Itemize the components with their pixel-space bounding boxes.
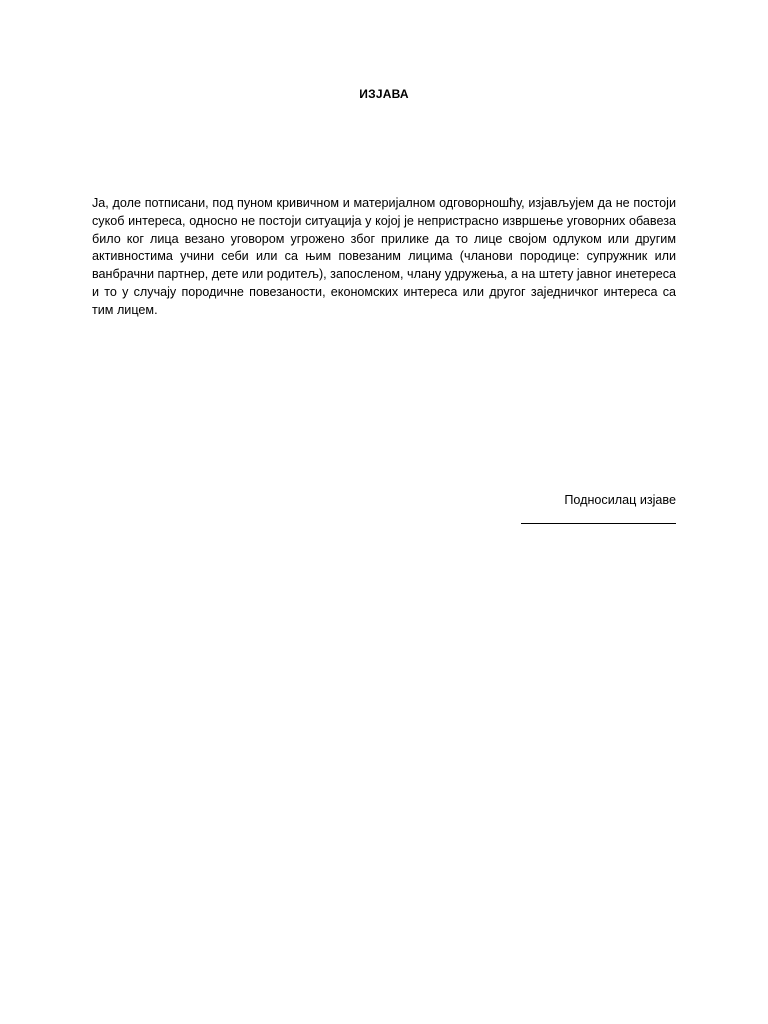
- signature-label: Подносилац изјаве: [564, 493, 676, 507]
- signature-line: [521, 523, 676, 524]
- document-title: ИЗЈАВА: [359, 87, 409, 101]
- statement-paragraph: Ја, доле потписани, под пуном кривичном и материјалном одговорношћу, изјављујем да не постоји сукоб интереса, односно не постоји ситуација у којој је непристрасно извршење уговорних обавеза било ког лица везано уговором угрожено због прилике да то лице својом одлуком или другим активностима учини себи или са њим повезаним лицима (чланови породице: супружник или ванбрачни партнер, дете или родитељ), запосленом, члану удружења, а на штету јавног инетереса и то у случају породичне повезаности, економских интереса или другог заједничког интереса са тим лицем.: [92, 196, 676, 317]
